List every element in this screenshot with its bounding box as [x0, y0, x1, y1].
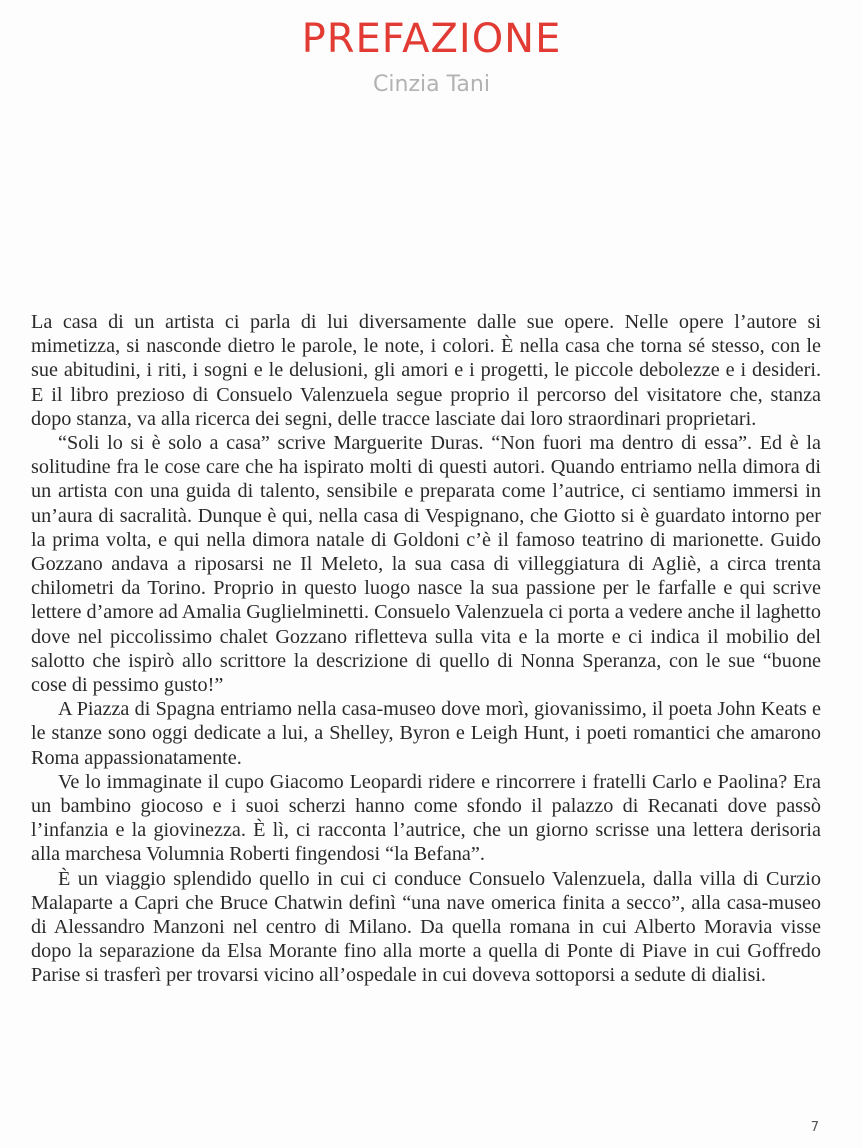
paragraph-1: La casa di un artista ci parla di lui diversamente dalle sue opere. Nelle opere l’autore si mimetizza, si nasconde dietro le parole, le note, i colori. È nella casa che torna sé stesso, con le sue abitudini, i riti, i sogni e le delusioni, gli amori e i progetti, le piccole debolezze e i desideri. E il libro prezioso di Consuelo Valenzuela segue proprio il percorso del visitatore che, stanza dopo stanza, va alla ricerca dei segni, delle tracce lasciate dai loro straordinari proprietari. — [31, 311, 821, 430]
preface-body — [31, 310, 821, 988]
paragraph-3: A Piazza di Spagna entriamo nella casa-museo dove morì, giovanissimo, il poeta John Keats e le stanze sono oggi dedicate a lui, a Shelley, Byron e Leigh Hunt, i poeti romantici che amarono Roma appassionatamente. — [31, 698, 821, 769]
paragraph-4: Ve lo immaginate il cupo Giacomo Leopardi ridere e rincorrere i fratelli Carlo e Paolina? Era un bambino giocoso e i suoi scherzi hanno come sfondo il palazzo di Recanati dove passò l’infanzia e la giovinezza. È lì, ci racconta l’autrice, che un giorno scrisse una lettera derisoria alla marchesa Volumnia Roberti fingendosi “la Befana”. — [31, 770, 821, 866]
page-number: 7 — [810, 1120, 819, 1135]
paragraph-2: “Soli lo si è solo a casa” scrive Marguerite Duras. “Non fuori ma dentro di essa”. Ed è la solitudine fra le cose care che ha ispirato molti di questi autori. Quando entriamo nella dimora di un artista con una guida di talento, sensibile e preparata come l’autrice, ci sentiamo immersi in un’aura di sacralità. Dunque è qui, nella casa di Vespignano, che Giotto si è guardato intorno per la prima volta, e qui nella dimora natale di Goldoni c’è il famoso teatrino di marionette. Guido Gozzano andava a riposarsi ne Il Meleto, la sua casa di villeggiatura di Agliè, a circa trenta chilometri da Torino. Proprio in questo luogo nasce la sua passione per le farfalle e qui scrive lettere d’amore ad Amalia Guglielminetti. Consuelo Valenzuela ci porta a vedere anche il laghetto dove nel piccolissimo chalet Gozzano rifletteva sulla vita e la morte e ci indica il mobilio del salotto che ispirò allo scrittore la descrizione di quello di Nonna Speranza, con le sue “buone cose di pessimo gusto!” — [31, 432, 822, 697]
chapter-author: Cinzia Tani — [373, 72, 490, 97]
paragraph-5: È un viaggio splendido quello in cui ci conduce Consuelo Valenzuela, dalla villa di Curzio Malaparte a Capri che Bruce Chatwin definì “una nave omerica finita a secco”, alla casa-museo di Alessandro Manzoni nel centro di Milano. Da quella romana in cui Alberto Moravia visse dopo la separazione da Elsa Morante fino alla morte a quella di Ponte di Piave in cui Goffredo Parise si trasferì per trovarsi vicino all’ospedale in cui doveva sottoporsi a sedute di dialisi. — [31, 867, 821, 987]
chapter-title: PREFAZIONE — [301, 16, 562, 62]
